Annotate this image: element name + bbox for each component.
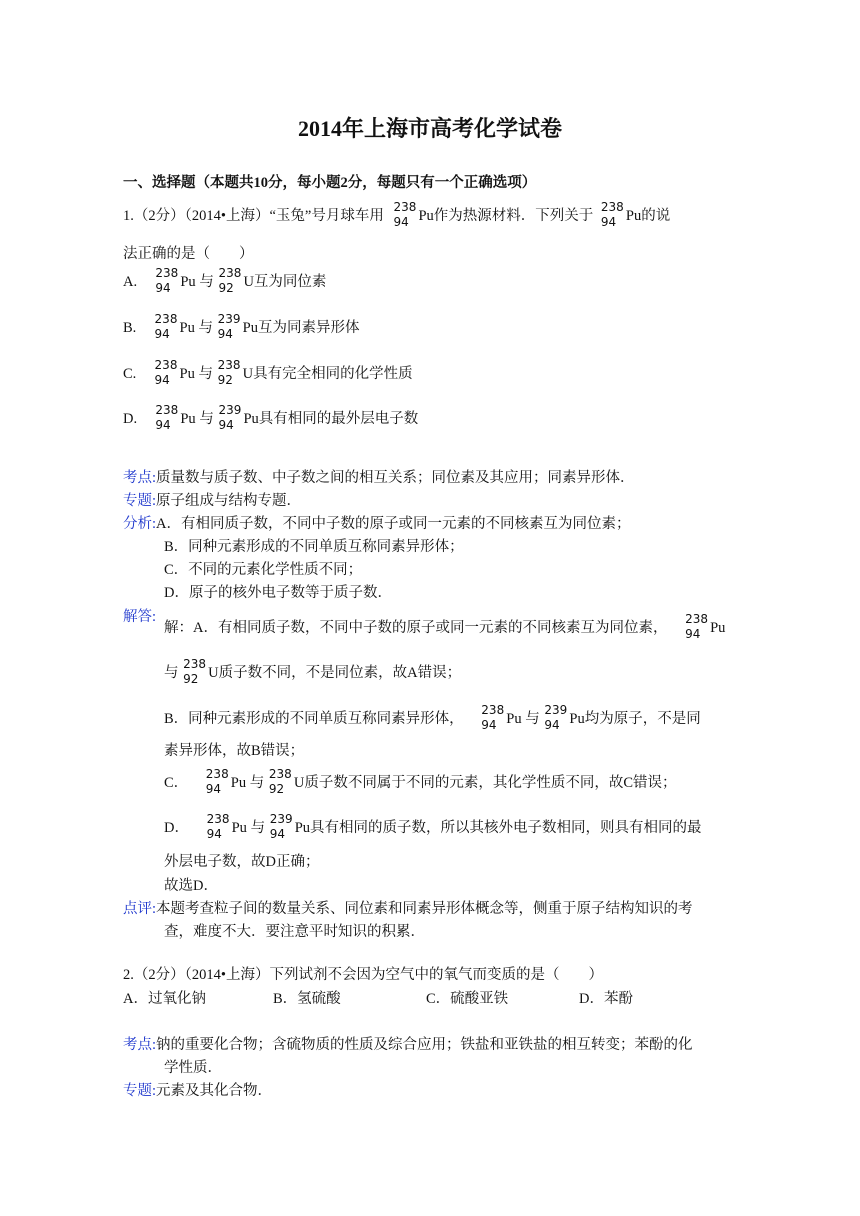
pu239-isotope: 239 94 <box>217 312 241 341</box>
label-kaodian: 考点: <box>123 470 157 486</box>
q2-option-a: A．过氧化钠 <box>123 991 206 1007</box>
option-letter: D. <box>123 411 138 427</box>
q1-jieda-a1: 解：A．有相同质子数，不同中子数的原子或同一元素的不同核素互为同位素， 238 94 Pu <box>164 612 725 644</box>
pu238-isotope: 238 94 <box>206 812 230 841</box>
pu239-isotope: 239 94 <box>544 703 568 732</box>
u238-isotope: 238 92 <box>183 657 207 686</box>
q1-jieda-a2: 与 238 92 U质子数不同，不是同位素，故A错误； <box>164 657 461 689</box>
pu238-isotope: 238 94 <box>155 266 179 295</box>
q1-stem-a: 1.（2分）（2014•上海）“玉兔”号月球车用 <box>123 208 384 224</box>
q1-jieda-c: C． 238 94 Pu 与 238 92 U质子数不同属于不同的元素，其化学性质不同，故C错误； <box>164 767 677 799</box>
q1-jieda-d2: 外层电子数，故D正确； <box>164 854 320 870</box>
q1-option-d: D. 238 94 Pu 与 239 94 Pu具有相同的最外层电子数 <box>123 403 418 435</box>
q1-stem-c: Pu的说 <box>625 208 671 224</box>
q1-zhuanti: 专题:原子组成与结构专题． <box>123 493 302 509</box>
q2-kaodian: 考点:钠的重要化合物；含硫物质的性质及综合应用；铁盐和亚铁盐的相互转变；苯酚的化 <box>123 1037 693 1053</box>
q1-option-b: B. 238 94 Pu 与 239 94 Pu互为同素异形体 <box>123 312 359 344</box>
pu239-isotope: 239 94 <box>218 403 242 432</box>
q1-fenxi-c: C．不同的元素化学性质不同； <box>164 562 363 578</box>
q1-kaodian: 考点:质量数与质子数、中子数之间的相互关系；同位素及其应用；同素异形体． <box>123 470 635 486</box>
q1-stem-b: Pu作为热源材料．下列关于 <box>418 208 594 224</box>
q2-zhuanti: 专题:元素及其化合物． <box>123 1083 273 1099</box>
q1-option-c: C. 238 94 Pu 与 238 92 U具有完全相同的化学性质 <box>123 358 413 390</box>
pu238-isotope: 238 94 <box>205 767 229 796</box>
q2-option-b: B．氢硫酸 <box>273 991 341 1007</box>
label-zhuanti: 专题: <box>123 493 157 509</box>
q1-dianping-2: 查，难度不大．要注意平时知识的积累． <box>164 924 425 940</box>
u238-isotope: 238 92 <box>218 266 242 295</box>
label-jieda: 解答: <box>123 609 157 625</box>
q1-jieda-b1: B．同种元素形成的不同单质互称同素异形体， 238 94 Pu 与 239 94 Pu均为原子，不是同 <box>164 703 701 735</box>
pu238-isotope: 238 94 <box>600 200 624 229</box>
q1-fenxi-d: D．原子的核外电子数等于质子数． <box>164 585 392 601</box>
u238-isotope: 238 92 <box>268 767 292 796</box>
q1-dianping: 点评:本题考查粒子间的数量关系、同位素和同素异形体概念等，侧重于原子结构知识的考 <box>123 901 693 917</box>
q1-option-a: A. 238 94 Pu 与 238 92 U互为同位素 <box>123 266 326 298</box>
label-zhuanti: 专题: <box>123 1083 157 1099</box>
q2-option-d: D．苯酚 <box>579 991 633 1007</box>
pu238-isotope: 238 94 <box>154 312 178 341</box>
u238-isotope: 238 92 <box>217 358 241 387</box>
label-kaodian: 考点: <box>123 1037 157 1053</box>
q1-jieda-choice: 故选D． <box>164 878 218 894</box>
label-dianping: 点评: <box>123 901 157 917</box>
q1-jieda-d: D． 238 94 Pu 与 239 94 Pu具有相同的质子数，所以其核外电子数相同，则具有相同的最 <box>164 812 702 844</box>
q2-kaodian-2: 学性质． <box>164 1060 222 1076</box>
pu238-isotope: 238 94 <box>685 612 708 641</box>
q1-fenxi: 分析:A．有相同质子数，不同中子数的原子或同一元素的不同核素互为同位素； <box>123 516 631 532</box>
pu238-isotope: 238 94 <box>393 200 417 229</box>
q1-stem-line2: 法正确的是（ ） <box>123 246 254 262</box>
q1-stem-line1 <box>123 200 670 232</box>
option-letter: B. <box>123 320 137 336</box>
page-title: 2014年上海市高考化学试卷 <box>297 116 562 141</box>
section-heading: 一、选择题（本题共10分，每小题2分，每题只有一个正确选项） <box>123 175 537 191</box>
option-letter: A. <box>123 274 138 290</box>
q2-stem: 2.（2分）（2014•上海）下列试剂不会因为空气中的氧气而变质的是（ ） <box>123 967 603 983</box>
pu238-isotope: 238 94 <box>154 358 178 387</box>
label-fenxi: 分析: <box>123 516 157 532</box>
pu238-isotope: 238 94 <box>481 703 505 732</box>
pu238-isotope: 238 94 <box>155 403 179 432</box>
pu239-isotope: 239 94 <box>269 812 293 841</box>
q1-jieda-b2: 素异形体，故B错误； <box>164 743 305 759</box>
option-letter: C. <box>123 366 137 382</box>
q2-option-c: C．硫酸亚铁 <box>426 991 509 1007</box>
q1-fenxi-b: B．同种元素形成的不同单质互称同素异形体； <box>164 539 464 555</box>
